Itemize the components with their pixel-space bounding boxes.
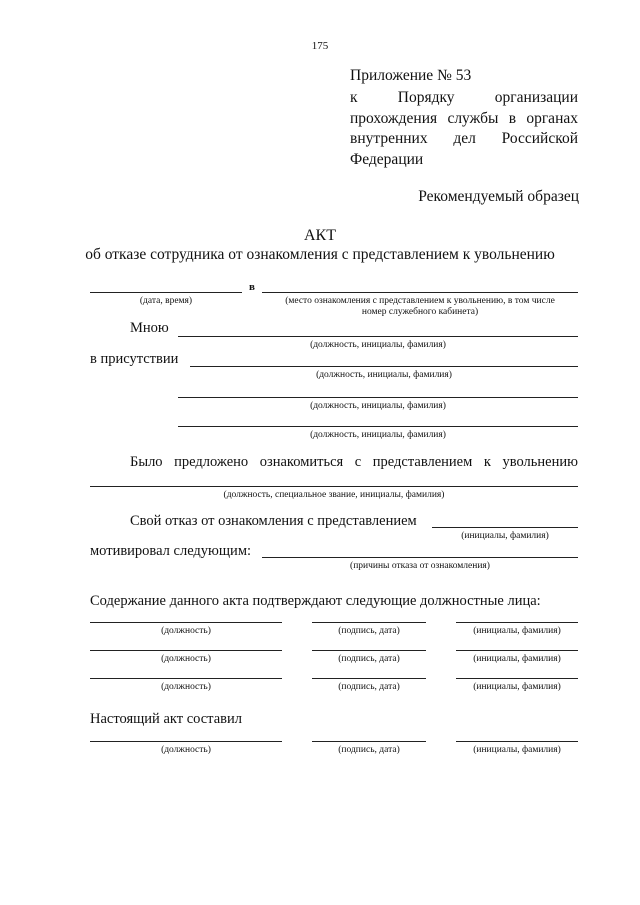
confirm-position-line-3[interactable] xyxy=(90,678,282,679)
compiled-position-caption: (должность) xyxy=(161,745,211,755)
mnoyu-line[interactable] xyxy=(178,336,578,337)
page-number: 175 xyxy=(311,40,329,52)
appendix-word: службы xyxy=(447,110,499,127)
confirm-position-line-1[interactable] xyxy=(90,622,282,623)
reasons-line[interactable] xyxy=(262,557,578,558)
appendix-word: прохождения xyxy=(350,110,438,127)
confirm-name-line-1[interactable] xyxy=(456,622,578,623)
offered-word: увольнению xyxy=(502,454,578,470)
offered-line[interactable] xyxy=(90,486,578,487)
refusal-name-caption: (инициалы, фамилия) xyxy=(461,531,549,541)
presence-line-3[interactable] xyxy=(178,426,578,427)
appendix-line-4 xyxy=(350,130,578,148)
confirm-signature-line-2[interactable] xyxy=(312,650,426,651)
compiled-position-line[interactable] xyxy=(90,741,282,742)
confirm-text: Содержание данного акта подтверждают следующие должностные лица: xyxy=(90,593,541,609)
appendix-line-2 xyxy=(350,89,578,107)
offered-word: Было xyxy=(130,454,163,470)
confirm-signature-line-1[interactable] xyxy=(312,622,426,623)
mnoyu-label: Мною xyxy=(130,320,169,336)
presence-line-1[interactable] xyxy=(190,366,578,367)
motivated-label: мотивировал следующим: xyxy=(90,543,252,559)
appendix-word: органах xyxy=(526,110,578,127)
compiled-name-caption: (инициалы, фамилия) xyxy=(473,745,561,755)
presence-caption-1: (должность, инициалы, фамилия) xyxy=(316,370,452,380)
compiled-name-line[interactable] xyxy=(456,741,578,742)
sample-label: Рекомендуемый образец xyxy=(418,188,579,205)
compiled-signature-caption: (подпись, дата) xyxy=(338,745,400,755)
confirm-position-caption-1: (должность) xyxy=(161,626,211,636)
confirm-signature-caption-1: (подпись, дата) xyxy=(338,626,400,636)
confirm-name-caption-2: (инициалы, фамилия) xyxy=(473,654,561,664)
date-caption: (дата, время) xyxy=(139,296,193,306)
appendix-line-1: Приложение № 53 xyxy=(350,67,472,84)
document-subtitle: об отказе сотрудника от ознакомления с представлением к увольнению xyxy=(85,246,555,263)
offered-word: представлением xyxy=(372,454,473,470)
confirm-position-caption-3: (должность) xyxy=(161,682,211,692)
refusal-name-line[interactable] xyxy=(432,527,578,528)
appendix-word: дел xyxy=(453,130,476,147)
offered-word: к xyxy=(483,454,491,470)
offered-sentence xyxy=(130,454,578,471)
appendix-word: Порядку xyxy=(397,89,455,106)
confirm-signature-caption-3: (подпись, дата) xyxy=(338,682,400,692)
place-caption-1: (место ознакомления с представлением к увольнению, в том числе xyxy=(285,296,555,306)
presence-caption-3: (должность, инициалы, фамилия) xyxy=(310,430,446,440)
confirm-position-caption-2: (должность) xyxy=(161,654,211,664)
presence-label: в присутствии xyxy=(90,351,179,367)
date-line[interactable] xyxy=(90,292,242,293)
mnoyu-caption: (должность, инициалы, фамилия) xyxy=(310,340,446,350)
confirm-name-line-3[interactable] xyxy=(456,678,578,679)
confirm-name-caption-3: (инициалы, фамилия) xyxy=(473,682,561,692)
confirm-name-caption-1: (инициалы, фамилия) xyxy=(473,626,561,636)
offered-word: с xyxy=(354,454,362,470)
appendix-word: Российской xyxy=(501,130,578,147)
appendix-word: организации xyxy=(494,89,578,106)
appendix-word: в xyxy=(508,110,517,127)
appendix-line-3 xyxy=(350,110,578,128)
confirm-name-line-2[interactable] xyxy=(456,650,578,651)
reasons-caption: (причины отказа от ознакомления) xyxy=(350,561,490,571)
confirm-position-line-2[interactable] xyxy=(90,650,282,651)
place-line[interactable] xyxy=(262,292,578,293)
offered-word: ознакомиться xyxy=(259,454,344,470)
confirm-signature-line-3[interactable] xyxy=(312,678,426,679)
offered-caption: (должность, специальное звание, инициалы, фамилия) xyxy=(223,490,445,500)
presence-caption-2: (должность, инициалы, фамилия) xyxy=(310,401,446,411)
appendix-line-5: Федерации xyxy=(350,151,424,168)
confirm-signature-caption-2: (подпись, дата) xyxy=(338,654,400,664)
place-caption-2: номер служебного кабинета) xyxy=(361,307,479,317)
document-title: АКТ xyxy=(304,227,336,244)
compiled-text: Настоящий акт составил xyxy=(90,711,242,727)
offered-word: предложено xyxy=(174,454,249,470)
appendix-word: внутренних xyxy=(350,130,428,147)
appendix-word: к xyxy=(350,89,358,106)
prep-v: в xyxy=(249,281,255,293)
refusal-text: Свой отказ от ознакомления с представлением xyxy=(130,513,417,529)
presence-line-2[interactable] xyxy=(178,397,578,398)
compiled-signature-line[interactable] xyxy=(312,741,426,742)
